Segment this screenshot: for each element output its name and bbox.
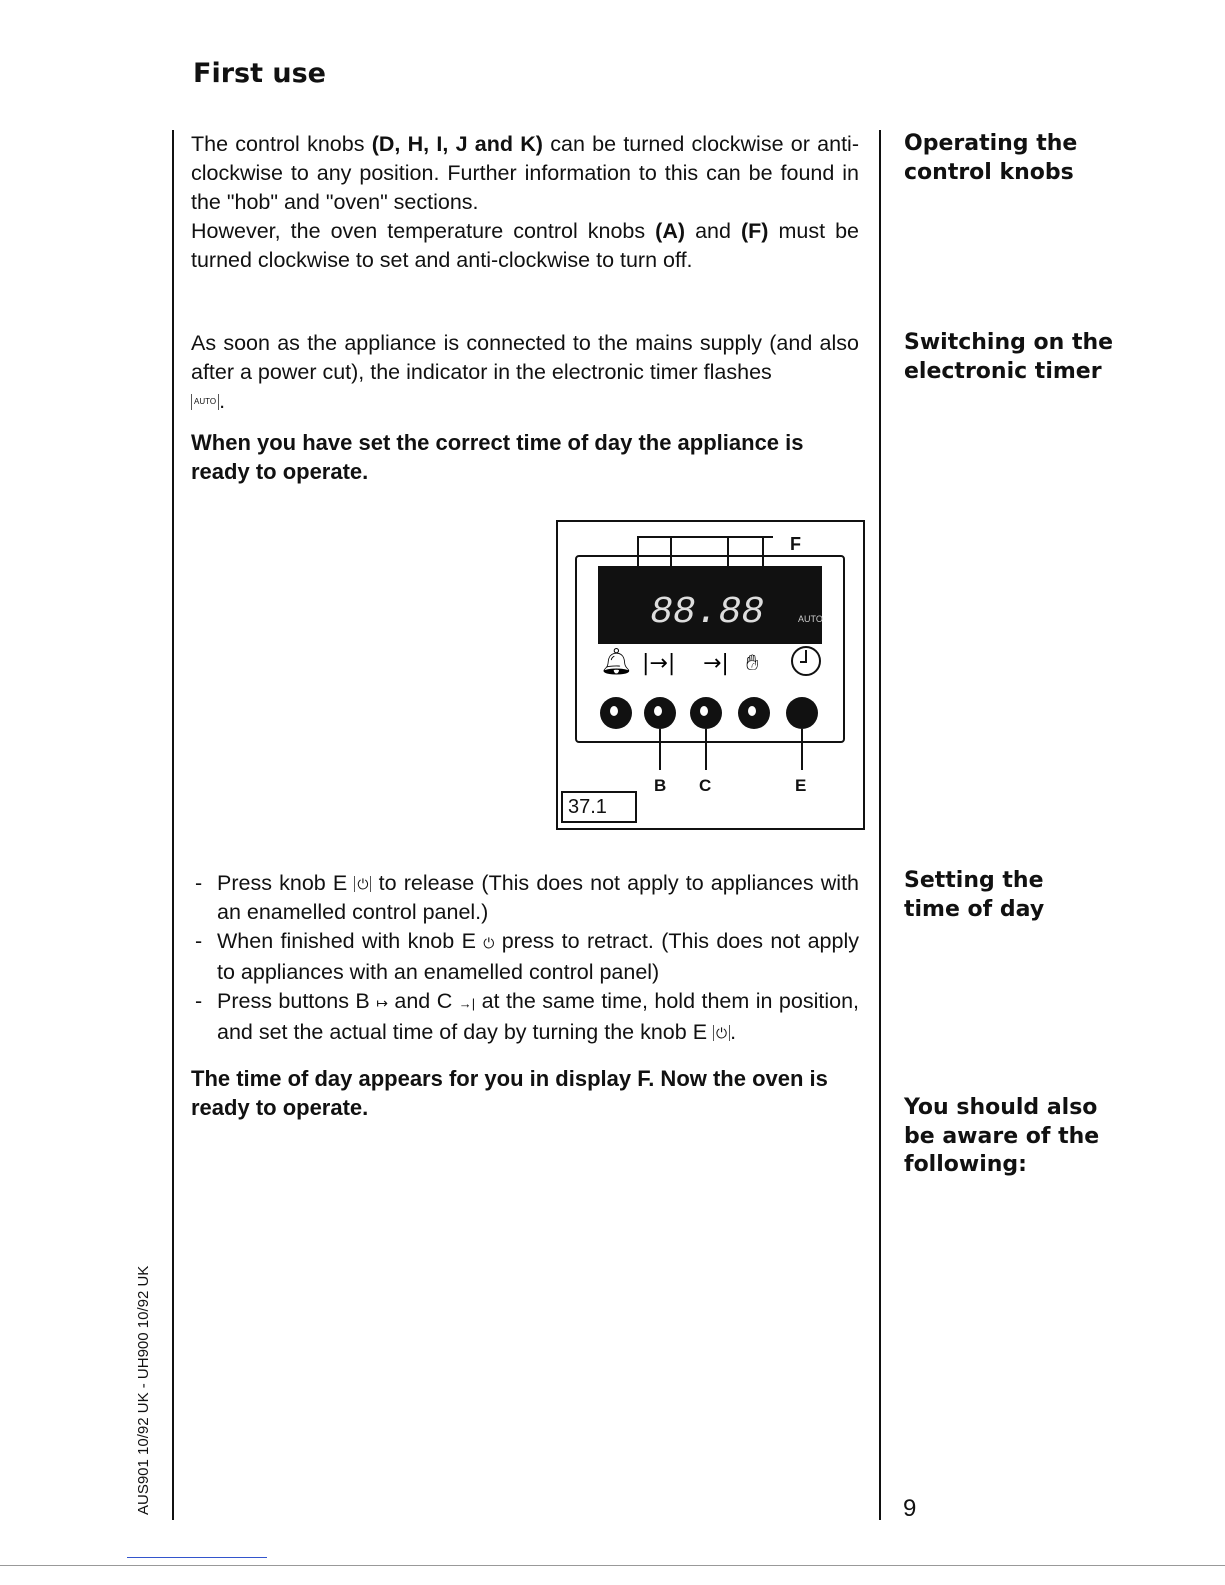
- page-edge: [0, 1565, 1225, 1566]
- side-heading-switching: Switching on the electronic timer: [904, 330, 1114, 384]
- right-rule: [879, 130, 881, 1520]
- duration-icon: |→|: [642, 651, 676, 676]
- ready-note: When you have set the correct time of day the appliance is ready to operate.: [191, 430, 804, 484]
- label-c: C: [699, 776, 712, 795]
- page-title: First use: [193, 58, 326, 89]
- text: to release (This does not apply to appliances with an enamelled control panel.): [217, 871, 860, 924]
- link-underline: [127, 1557, 267, 1558]
- label-f: F: [790, 534, 801, 554]
- display-digits: 88.88: [650, 591, 765, 634]
- text: Press knob E: [217, 871, 355, 895]
- page-number: 9: [903, 1495, 917, 1522]
- time-displayed-note: The time of day appears for you in display F. Now the oven is ready to operate.: [191, 1066, 828, 1120]
- side-heading-aware: You should also be aware of the following:: [904, 1095, 1100, 1177]
- text: and C: [387, 989, 459, 1013]
- section-time-of-day: [191, 869, 859, 1122]
- duration-icon: ↦: [376, 995, 388, 1011]
- text: Press buttons B: [217, 989, 377, 1013]
- left-rule: [172, 130, 174, 1520]
- label-b: B: [654, 776, 667, 795]
- side-heading-setting: Setting the time of day: [904, 868, 1045, 922]
- end-time-icon: →|: [703, 651, 729, 676]
- text: can be turned clockwise or anti-clockwise to any position. Further information to this can be found in the "hob" and "oven" sections.: [191, 132, 859, 214]
- timer-figure: [556, 520, 865, 830]
- auto-icon: AUTO: [191, 394, 219, 410]
- document-code: AUS901 10/92 UK - UH900 10/92 UK: [135, 1265, 152, 1515]
- text: (F): [740, 219, 769, 243]
- end-time-icon: →|: [458, 996, 476, 1011]
- figure-number: 37.1: [568, 796, 607, 818]
- bell-icon: 🔔︎: [600, 646, 634, 676]
- label-e: E: [795, 776, 807, 795]
- text: (D, H, I, J and K): [371, 132, 543, 156]
- text: As soon as the appliance is connected to the mains supply (and also after a power cut), the indicator in the electronic timer flashes: [191, 331, 859, 384]
- text: The control knobs: [191, 132, 372, 156]
- text: However, the oven temperature control knobs: [191, 219, 656, 243]
- list-item: [191, 987, 859, 1047]
- power-icon: ⏻: [483, 935, 495, 951]
- text: and: [685, 219, 741, 243]
- side-heading-operating: Operating the control knobs: [904, 131, 1078, 185]
- text: at the same time, hold them in position, and set the actual time of day by turning the knob E: [217, 989, 860, 1044]
- text: must be turned clockwise to set and anti-clockwise to turn off.: [191, 219, 860, 272]
- section-control-knobs: [191, 130, 859, 275]
- manual-icon: ✋︎: [746, 651, 759, 676]
- list-item: [191, 927, 859, 987]
- text: .: [730, 1020, 737, 1044]
- section-timer: As soon as the appliance is connected to the mains supply (and also after a power cut), the indicator in the electronic timer flashes AUTO . When you have set the correct time of day the appliance is ready to operate.: [191, 331, 859, 484]
- text: When finished with knob E: [217, 929, 484, 953]
- text: (A): [655, 219, 686, 243]
- power-icon: ⏻: [713, 1025, 730, 1041]
- power-icon: ⏻: [354, 876, 371, 892]
- text: press to retract. (This does not apply to appliances with an enamelled control panel): [217, 929, 859, 984]
- svg-text:AUTO: AUTO: [798, 614, 823, 624]
- list-item: [191, 869, 859, 927]
